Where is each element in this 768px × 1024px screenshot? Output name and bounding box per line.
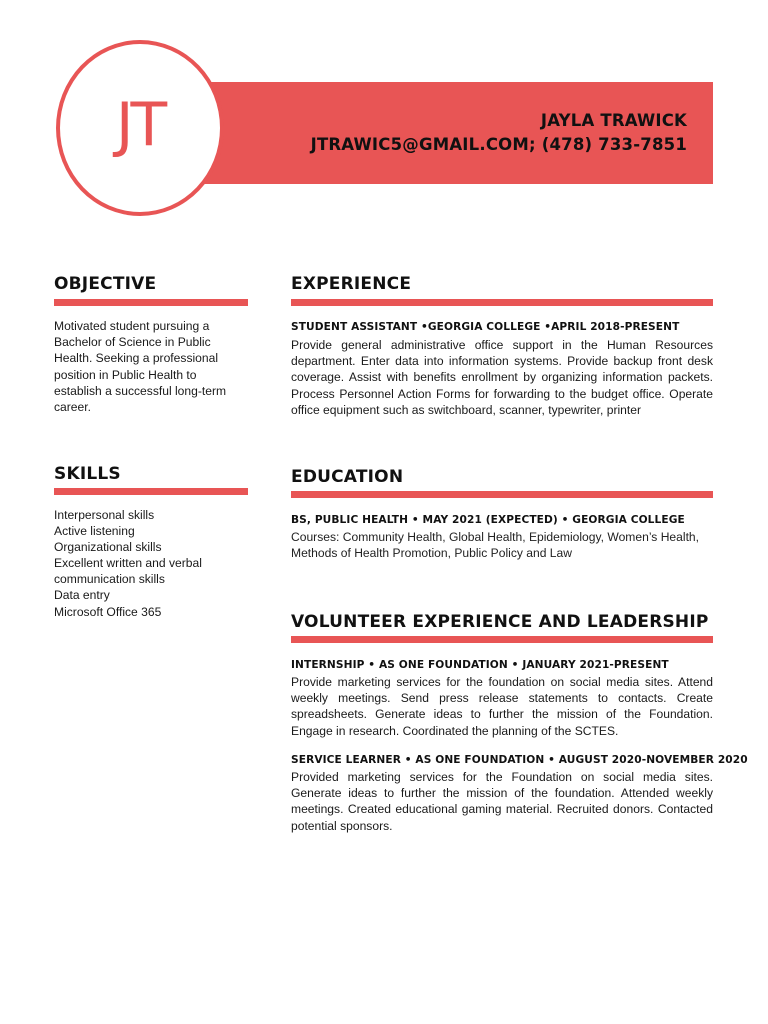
- objective-text: Motivated student pursuing a Bachelor of Science in Public Health. Seeking a professional position in Public Health to establish a successful long-term career.: [54, 319, 227, 415]
- list-item: Excellent written and verbal communication skills: [54, 556, 202, 587]
- education-title: EDUCATION: [291, 467, 404, 487]
- candidate-name: JAYLA TRAWICK: [540, 111, 687, 130]
- volunteer-description-service-learner: Provided marketing services for the Foundation on social media sites. Generate ideas to further the mission of the foundation. Attended weekly meetings. Created educational gaming material. Recruited donors. Contacted potential sponsors.: [291, 770, 713, 833]
- volunteer-description-internship: Provide marketing services for the foundation on social media sites. Attend weekly meetings. Send press release statements to contacts. Create spreadsheets. Generate ideas to further the mission of the Foundation. Engage in research. Coordinated the planning of the SCTES.: [291, 675, 713, 738]
- volunteer-heading-internship: INTERNSHIP • AS ONE FOUNDATION • JANUARY 2021-PRESENT: [291, 659, 669, 671]
- initials-monogram: JT: [115, 90, 165, 160]
- objective-rule: [54, 299, 248, 306]
- degree-heading: BS, PUBLIC HEALTH • MAY 2021 (EXPECTED) • GEORGIA COLLEGE: [291, 514, 685, 526]
- list-item: Interpersonal skills: [54, 508, 155, 522]
- list-item: Microsoft Office 365: [54, 604, 162, 619]
- volunteer-heading-service-learner: SERVICE LEARNER • AS ONE FOUNDATION • AUGUST 2020-NOVEMBER 2020: [291, 754, 748, 766]
- skills-title: SKILLS: [54, 464, 121, 484]
- list-item: Active listening: [54, 524, 135, 539]
- experience-title: EXPERIENCE: [291, 274, 412, 294]
- list-item: Organizational skills: [54, 540, 162, 555]
- skills-list: [54, 507, 224, 620]
- volunteer-rule: [291, 636, 713, 643]
- contact-info: JTRAWIC5@GMAIL.COM; (478) 733-7851: [310, 135, 687, 154]
- header-banner: [140, 82, 713, 184]
- courses-text: Courses: Community Health, Global Health, Epidemiology, Women’s Health, Methods of Health Promotion, Public Policy and Law: [291, 530, 700, 561]
- experience-rule: [291, 299, 713, 306]
- job-description: Provide general administrative office support in the Human Resources department. Enter data into information systems. Provide backup front desk coverage. Assist with benefits enrollment by organizing information packets. Process Personnel Action Forms for forwarding to the budget office. Operate office equipment such as switchboard, scanner, typewriter, printer: [291, 338, 713, 417]
- job-heading: STUDENT ASSISTANT •GEORGIA COLLEGE •APRIL 2018-PRESENT: [291, 321, 680, 333]
- volunteer-title: VOLUNTEER EXPERIENCE AND LEADERSHIP: [291, 612, 709, 632]
- list-item: Data entry: [54, 588, 110, 603]
- objective-title: OBJECTIVE: [54, 274, 157, 294]
- initials-circle: [56, 40, 224, 216]
- education-rule: [291, 491, 713, 498]
- skills-rule: [54, 488, 248, 495]
